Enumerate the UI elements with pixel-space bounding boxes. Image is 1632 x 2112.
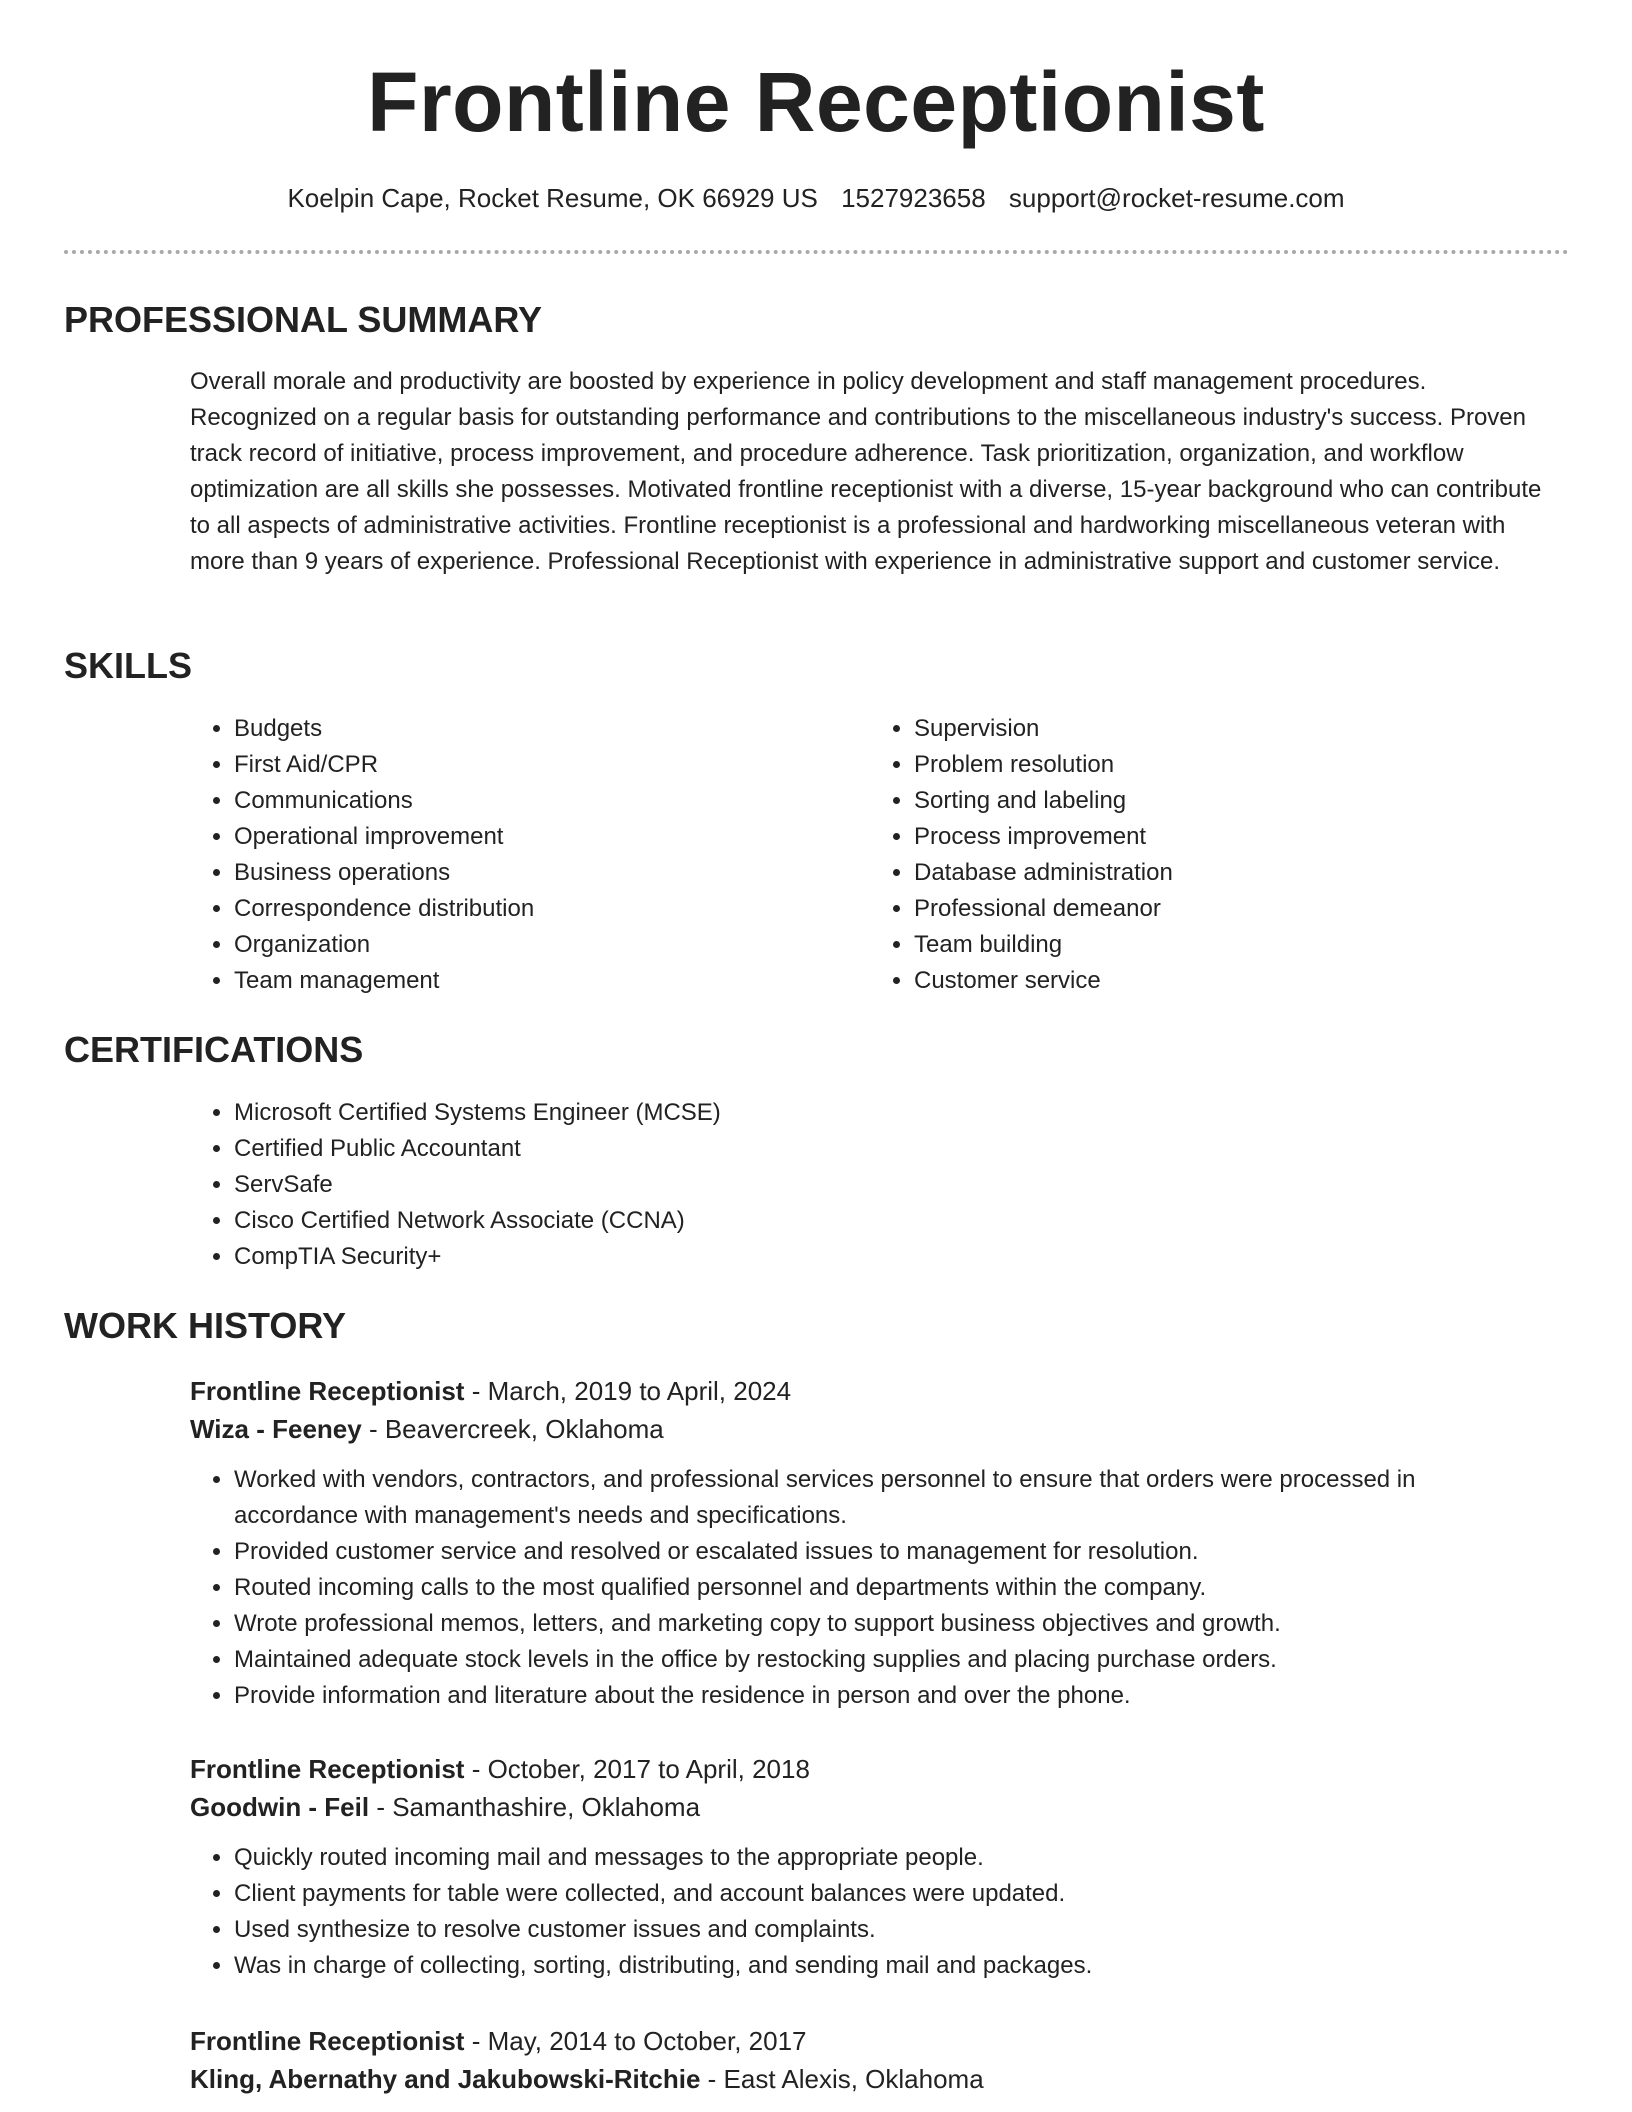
job-dates: - October, 2017 to April, 2018 — [464, 1754, 810, 1784]
job-duty-item: • Provide information and literature about the residence in person and over the phone. — [234, 1678, 1524, 1714]
contact-line — [0, 178, 1632, 218]
job-duty-item: • Worked with vendors, contractors, and professional services personnel to ensure that orders were processed in accordance with management's needs and specifications. — [234, 1462, 1524, 1534]
job-duty-item: • Routed incoming calls to the most qualified personnel and departments within the company. — [234, 1570, 1524, 1606]
certification-item: • Certified Public Accountant — [234, 1131, 721, 1167]
job-duty-item: • Quickly routed incoming mail and messages to the appropriate people. — [234, 1840, 1524, 1876]
skill-item: • Communications — [234, 783, 534, 819]
skill-item: • Organization — [234, 927, 534, 963]
summary-text: Overall morale and productivity are boosted by experience in policy development and staff management procedures. Recognized on a regular basis for outstanding performance and contributions to the miscellaneous industry's success. Proven track record of initiative, process improvement, and procedure adherence. Task prioritization, organization, and workflow optimization are all skills she possesses. Motivated frontline receptionist with a diverse, 15-year background who can contribute to all aspects of administrative activities. Frontline receptionist is a professional and hardworking miscellaneous veteran with more than 9 years of experience. Professional Receptionist with experience in administrative support and customer service. — [190, 368, 1542, 575]
job-company-line — [190, 1410, 1570, 1448]
job-title: Frontline Receptionist — [190, 2026, 465, 2056]
skill-item: • Sorting and labeling — [914, 783, 1173, 819]
certifications-heading: CERTIFICATIONS — [64, 1029, 364, 1070]
skill-item: • Process improvement — [914, 819, 1173, 855]
skill-item: • Customer service — [914, 963, 1173, 999]
skill-item: • Business operations — [234, 855, 534, 891]
job-location: - Samanthashire, Oklahoma — [369, 1792, 701, 1822]
contact-email: support@rocket-resume.com — [1008, 183, 1345, 213]
summary-heading: PROFESSIONAL SUMMARY — [64, 299, 543, 340]
job-duties-list — [190, 1840, 1524, 1984]
skills-column-right — [870, 711, 1173, 999]
skill-item: • Budgets — [234, 711, 534, 747]
job-title: Frontline Receptionist — [190, 1376, 465, 1406]
skill-item: • Professional demeanor — [914, 891, 1173, 927]
contact-phone: 1527923658 — [841, 183, 986, 213]
job-duty-item: • Client payments for table were collected, and account balances were updated. — [234, 1876, 1524, 1912]
job-duties-list — [190, 1462, 1524, 1714]
job-duty-item: • Maintained adequate stock levels in the office by restocking supplies and placing purchase orders. — [234, 1642, 1524, 1678]
skills-heading: SKILLS — [64, 645, 193, 686]
job-company-line — [190, 1788, 1570, 1826]
certification-item: • Cisco Certified Network Associate (CCNA) — [234, 1203, 721, 1239]
job-duty-item: • Used synthesize to resolve customer issues and complaints. — [234, 1912, 1524, 1948]
skill-item: • Team management — [234, 963, 534, 999]
job-title-line — [190, 2022, 1570, 2060]
certification-item: • Microsoft Certified Systems Engineer (MCSE) — [234, 1095, 721, 1131]
skill-item: • Supervision — [914, 711, 1173, 747]
skill-item: • Correspondence distribution — [234, 891, 534, 927]
job-entry — [190, 2022, 1570, 2098]
header-divider — [64, 250, 1569, 254]
job-duty-item: • Provided customer service and resolved or escalated issues to management for resolution. — [234, 1534, 1524, 1570]
skill-item: • First Aid/CPR — [234, 747, 534, 783]
job-entry — [190, 1750, 1570, 1984]
skill-item: • Database administration — [914, 855, 1173, 891]
skills-list-right — [870, 711, 1173, 999]
job-title: Frontline Receptionist — [190, 1754, 465, 1784]
job-duty-item: • Wrote professional memos, letters, and marketing copy to support business objectives and growth. — [234, 1606, 1524, 1642]
job-company-line — [190, 2060, 1570, 2098]
contact-address: Koelpin Cape, Rocket Resume, OK 66929 US — [287, 183, 818, 213]
job-title-line — [190, 1750, 1570, 1788]
certification-item: • CompTIA Security+ — [234, 1239, 721, 1275]
job-title-line — [190, 1372, 1570, 1410]
skill-item: • Problem resolution — [914, 747, 1173, 783]
resume-name: Frontline Receptionist — [367, 55, 1265, 149]
job-company: Kling, Abernathy and Jakubowski-Ritchie — [190, 2064, 701, 2094]
job-duty-item: • Was in charge of collecting, sorting, distributing, and sending mail and packages. — [234, 1948, 1524, 1984]
job-dates: - May, 2014 to October, 2017 — [464, 2026, 807, 2056]
skills-column-left — [190, 711, 534, 999]
job-entry — [190, 1372, 1570, 1714]
job-location: - East Alexis, Oklahoma — [700, 2064, 984, 2094]
skill-item: • Operational improvement — [234, 819, 534, 855]
skill-item: • Team building — [914, 927, 1173, 963]
job-dates: - March, 2019 to April, 2024 — [464, 1376, 792, 1406]
job-company: Wiza - Feeney — [190, 1414, 362, 1444]
work-history-heading: WORK HISTORY — [64, 1305, 347, 1346]
job-location: - Beavercreek, Oklahoma — [361, 1414, 664, 1444]
skills-list-left — [190, 711, 534, 999]
certifications-block — [190, 1095, 721, 1275]
certification-item: • ServSafe — [234, 1167, 721, 1203]
job-company: Goodwin - Feil — [190, 1792, 370, 1822]
certifications-list — [190, 1095, 721, 1275]
